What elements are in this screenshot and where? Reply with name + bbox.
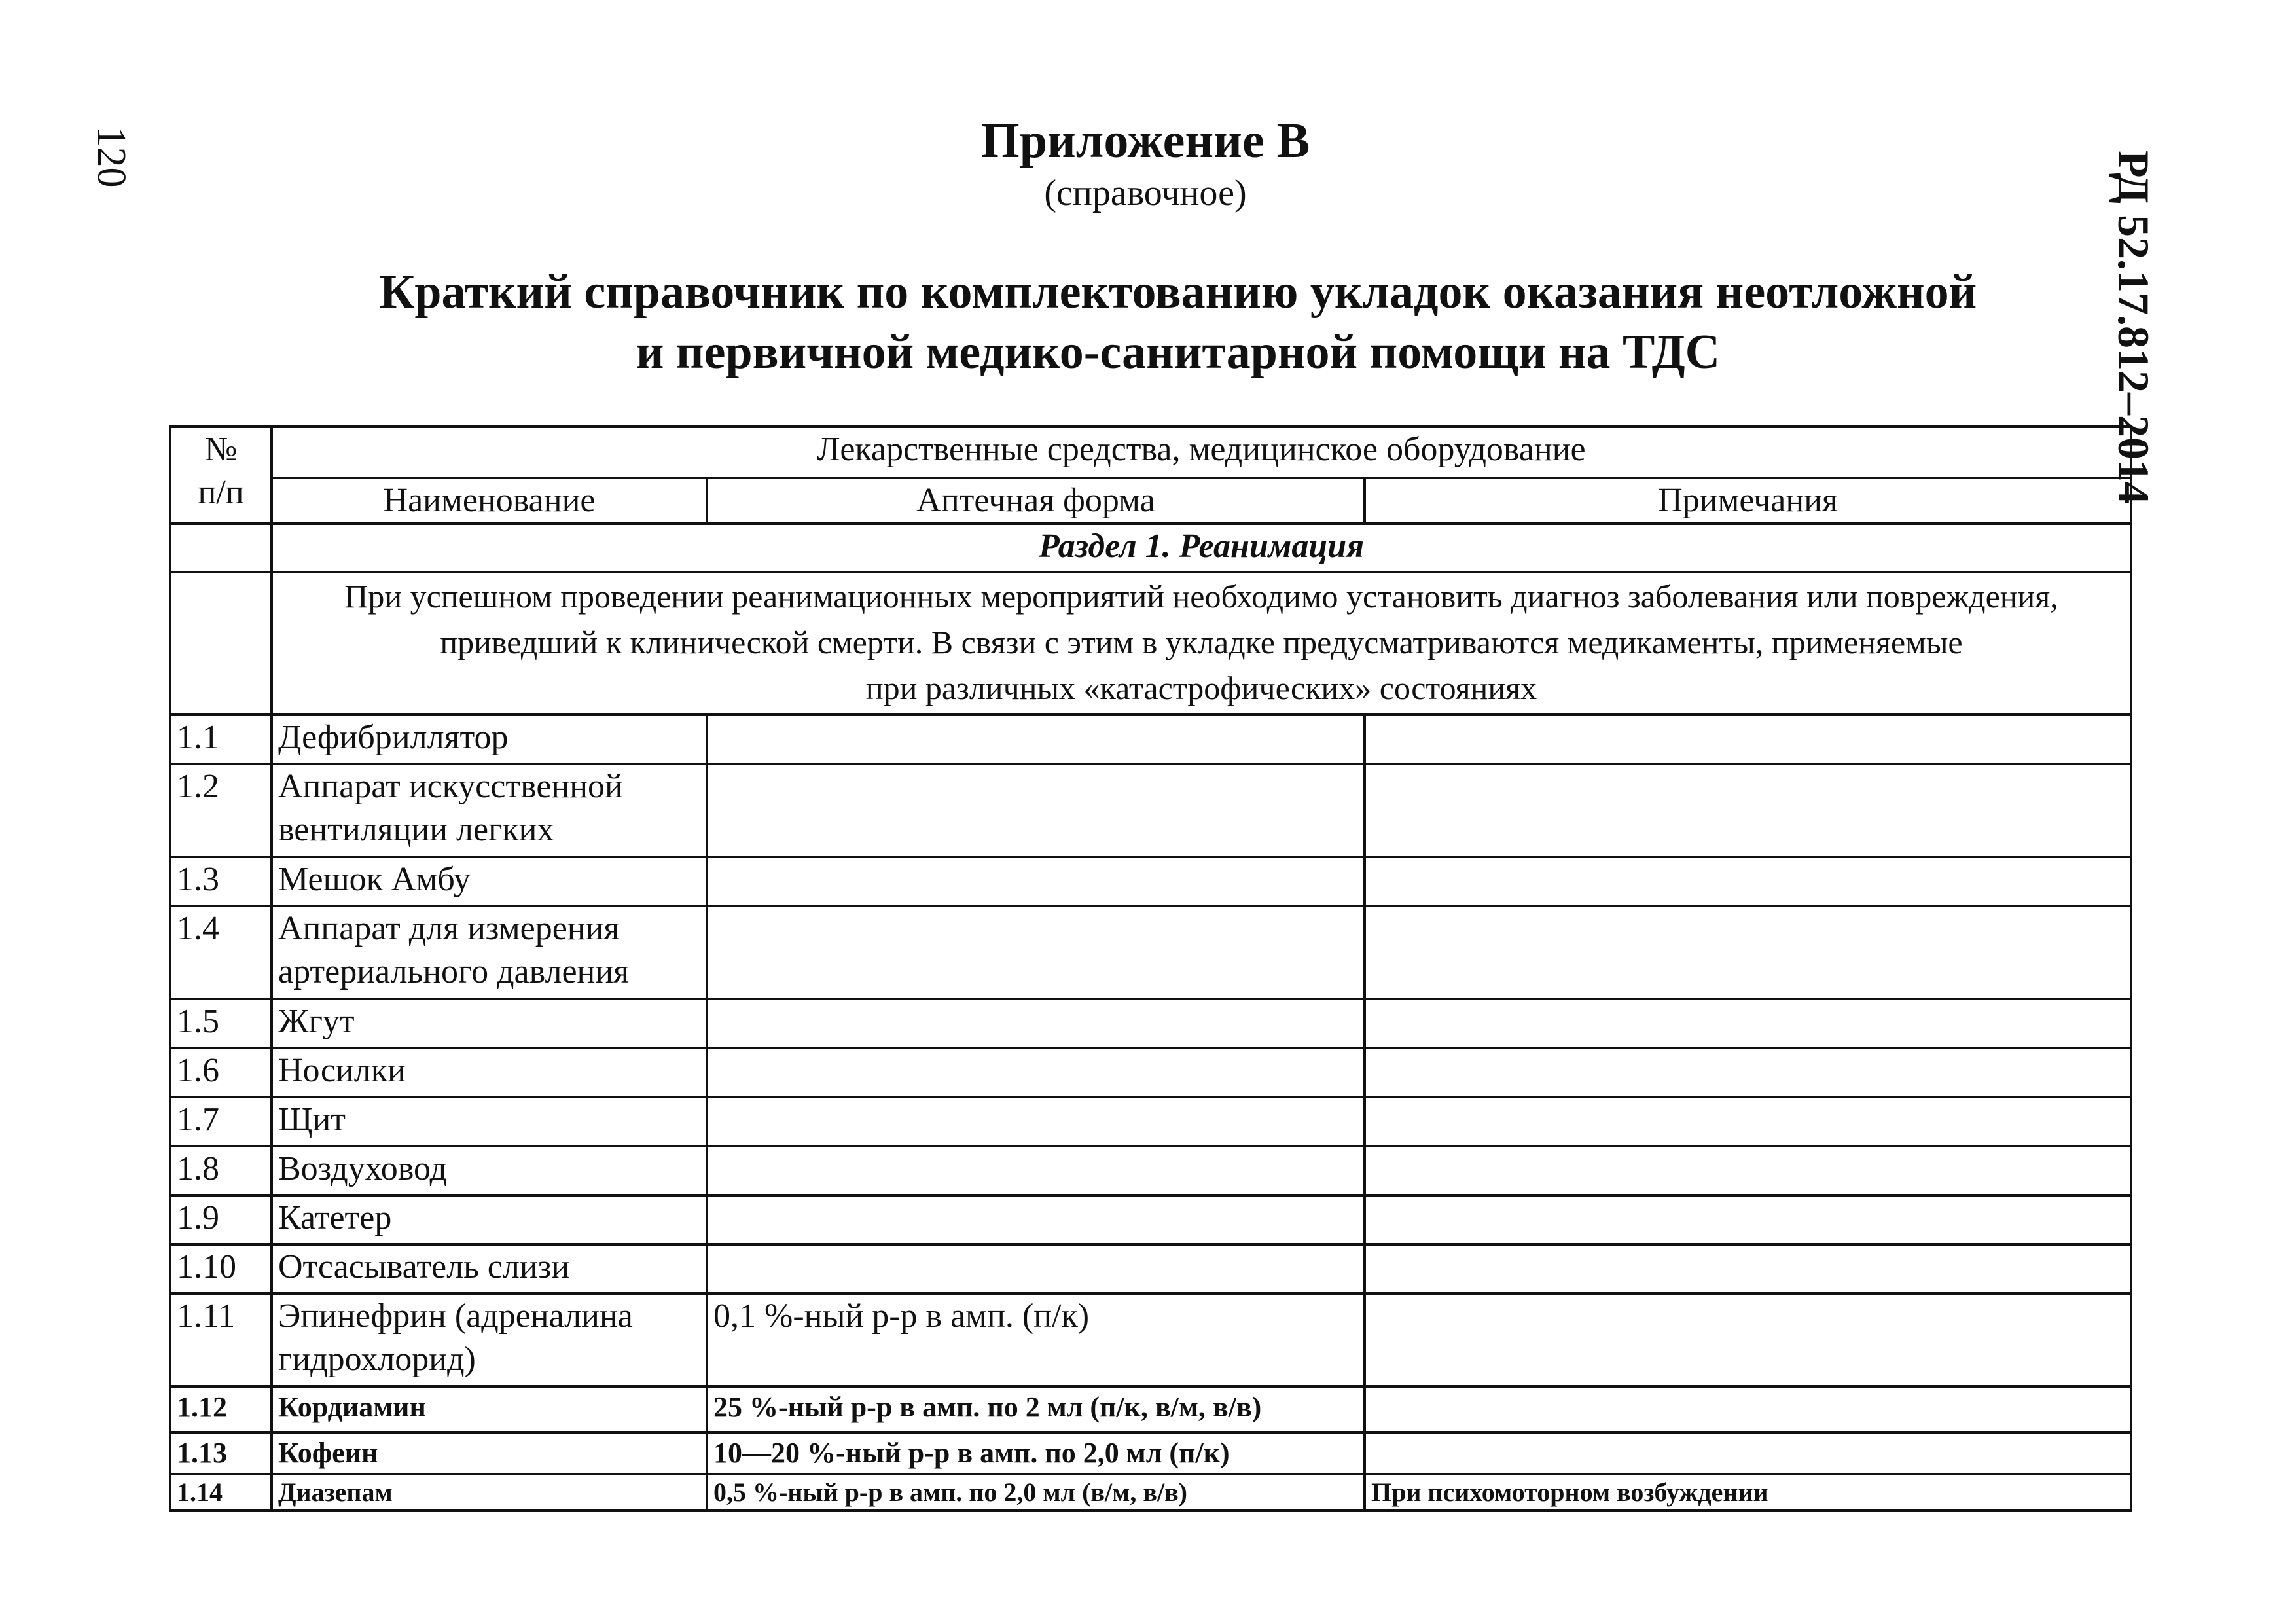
row-name: Носилки xyxy=(272,1048,707,1097)
row-notes xyxy=(1365,1432,2131,1474)
supplies-table xyxy=(169,425,2132,1512)
section-note xyxy=(272,572,2131,715)
row-form xyxy=(707,1244,1365,1293)
row-notes xyxy=(1365,857,2131,906)
appendix-subtitle: (справочное) xyxy=(1044,173,1247,213)
row-number: 1.11 xyxy=(170,1293,272,1386)
row-form xyxy=(707,1048,1365,1097)
row-form xyxy=(707,764,1365,857)
row-number: 1.4 xyxy=(170,906,272,999)
table-row xyxy=(170,999,2131,1048)
table-subheader-row xyxy=(170,478,2131,524)
table-header-row xyxy=(170,427,2131,478)
header-number-cell xyxy=(170,427,272,524)
row-number: 1.9 xyxy=(170,1195,272,1244)
row-notes xyxy=(1365,1195,2131,1244)
table-row xyxy=(170,715,2131,764)
row-form xyxy=(707,1195,1365,1244)
row-notes xyxy=(1365,1293,2131,1386)
table-row xyxy=(170,1386,2131,1432)
row-notes xyxy=(1365,1244,2131,1293)
row-form xyxy=(707,1146,1365,1195)
table-row xyxy=(170,1474,2131,1511)
row-notes xyxy=(1365,1386,2131,1432)
row-name: Воздуховод xyxy=(272,1146,707,1195)
row-notes xyxy=(1365,1048,2131,1097)
row-number: 1.14 xyxy=(170,1474,272,1511)
row-form: 25 %-ный р-р в амп. по 2 мл (п/к, в/м, в/в) xyxy=(707,1386,1365,1432)
table-row xyxy=(170,1146,2131,1195)
row-name: Жгут xyxy=(272,999,707,1048)
header-notes: Примечания xyxy=(1365,478,2131,524)
row-number: 1.13 xyxy=(170,1432,272,1474)
header-number-line1: № xyxy=(204,431,238,468)
page-number: 120 xyxy=(89,126,134,188)
row-notes xyxy=(1365,764,2131,857)
row-notes: При психомоторном возбуждении xyxy=(1365,1474,2131,1511)
row-name: Эпинефрин (адреналина гидрохлорид) xyxy=(272,1293,707,1386)
section-title: Раздел 1. Реанимация xyxy=(272,524,2131,572)
row-name: Отсасыватель слизи xyxy=(272,1244,707,1293)
row-notes xyxy=(1365,999,2131,1048)
section-number-cell xyxy=(170,524,272,572)
row-notes xyxy=(1365,906,2131,999)
table-row xyxy=(170,1048,2131,1097)
row-name: Дефибриллятор xyxy=(272,715,707,764)
row-form xyxy=(707,999,1365,1048)
row-number: 1.6 xyxy=(170,1048,272,1097)
section-row xyxy=(170,524,2131,572)
table-row xyxy=(170,1293,2131,1386)
row-form xyxy=(707,857,1365,906)
document-title-line1: Краткий справочник по комплектованию укладок оказания неотложной xyxy=(379,265,1977,319)
row-number: 1.7 xyxy=(170,1097,272,1146)
row-notes xyxy=(1365,1146,2131,1195)
row-form: 0,5 %-ный р-р в амп. по 2,0 мл (в/м, в/в) xyxy=(707,1474,1365,1511)
section-note-line1: При успешном проведении реанимационных мероприятий необходимо установить диагноз заболевания или повреждения, xyxy=(344,578,2058,615)
row-number: 1.10 xyxy=(170,1244,272,1293)
row-form: 0,1 %-ный р-р в амп. (п/к) xyxy=(707,1293,1365,1386)
document-code: РД 52.17.812–2014 xyxy=(2109,150,2159,505)
row-name: Аппарат для измерения артериального давления xyxy=(272,906,707,999)
header-name: Наименование xyxy=(272,478,707,524)
table-row xyxy=(170,1097,2131,1146)
row-name: Аппарат искусственной вентиляции легких xyxy=(272,764,707,857)
row-name: Диазепам xyxy=(272,1474,707,1511)
row-name: Кофеин xyxy=(272,1432,707,1474)
document-title xyxy=(262,262,2094,382)
section-note-line3: при различных «катастрофических» состояниях xyxy=(865,670,1537,706)
row-notes xyxy=(1365,715,2131,764)
row-form xyxy=(707,715,1365,764)
row-form xyxy=(707,906,1365,999)
row-number: 1.2 xyxy=(170,764,272,857)
table-row xyxy=(170,1195,2131,1244)
table-row xyxy=(170,857,2131,906)
row-name: Щит xyxy=(272,1097,707,1146)
table-row xyxy=(170,1244,2131,1293)
section-note-line2: приведший к клинической смерти. В связи с этим в укладке предусматриваются медикаменты, применяемые xyxy=(440,624,1963,660)
row-number: 1.8 xyxy=(170,1146,272,1195)
section-note-row xyxy=(170,572,2131,715)
row-number: 1.1 xyxy=(170,715,272,764)
row-number: 1.3 xyxy=(170,857,272,906)
table-row xyxy=(170,764,2131,857)
row-name: Мешок Амбу xyxy=(272,857,707,906)
row-name: Кордиамин xyxy=(272,1386,707,1432)
table-row xyxy=(170,906,2131,999)
header-number-line2: п/п xyxy=(198,474,244,511)
header-group: Лекарственные средства, медицинское оборудование xyxy=(272,427,2131,478)
document-title-line2: и первичной медико-санитарной помощи на ТДС xyxy=(636,325,1721,379)
row-form: 10—20 %-ный р-р в амп. по 2,0 мл (п/к) xyxy=(707,1432,1365,1474)
row-notes xyxy=(1365,1097,2131,1146)
row-number: 1.12 xyxy=(170,1386,272,1432)
table-row xyxy=(170,1432,2131,1474)
appendix-title: Приложение В xyxy=(980,113,1310,168)
header-form: Аптечная форма xyxy=(707,478,1365,524)
row-number: 1.5 xyxy=(170,999,272,1048)
row-form xyxy=(707,1097,1365,1146)
row-name: Катетер xyxy=(272,1195,707,1244)
section-note-number-cell xyxy=(170,572,272,715)
